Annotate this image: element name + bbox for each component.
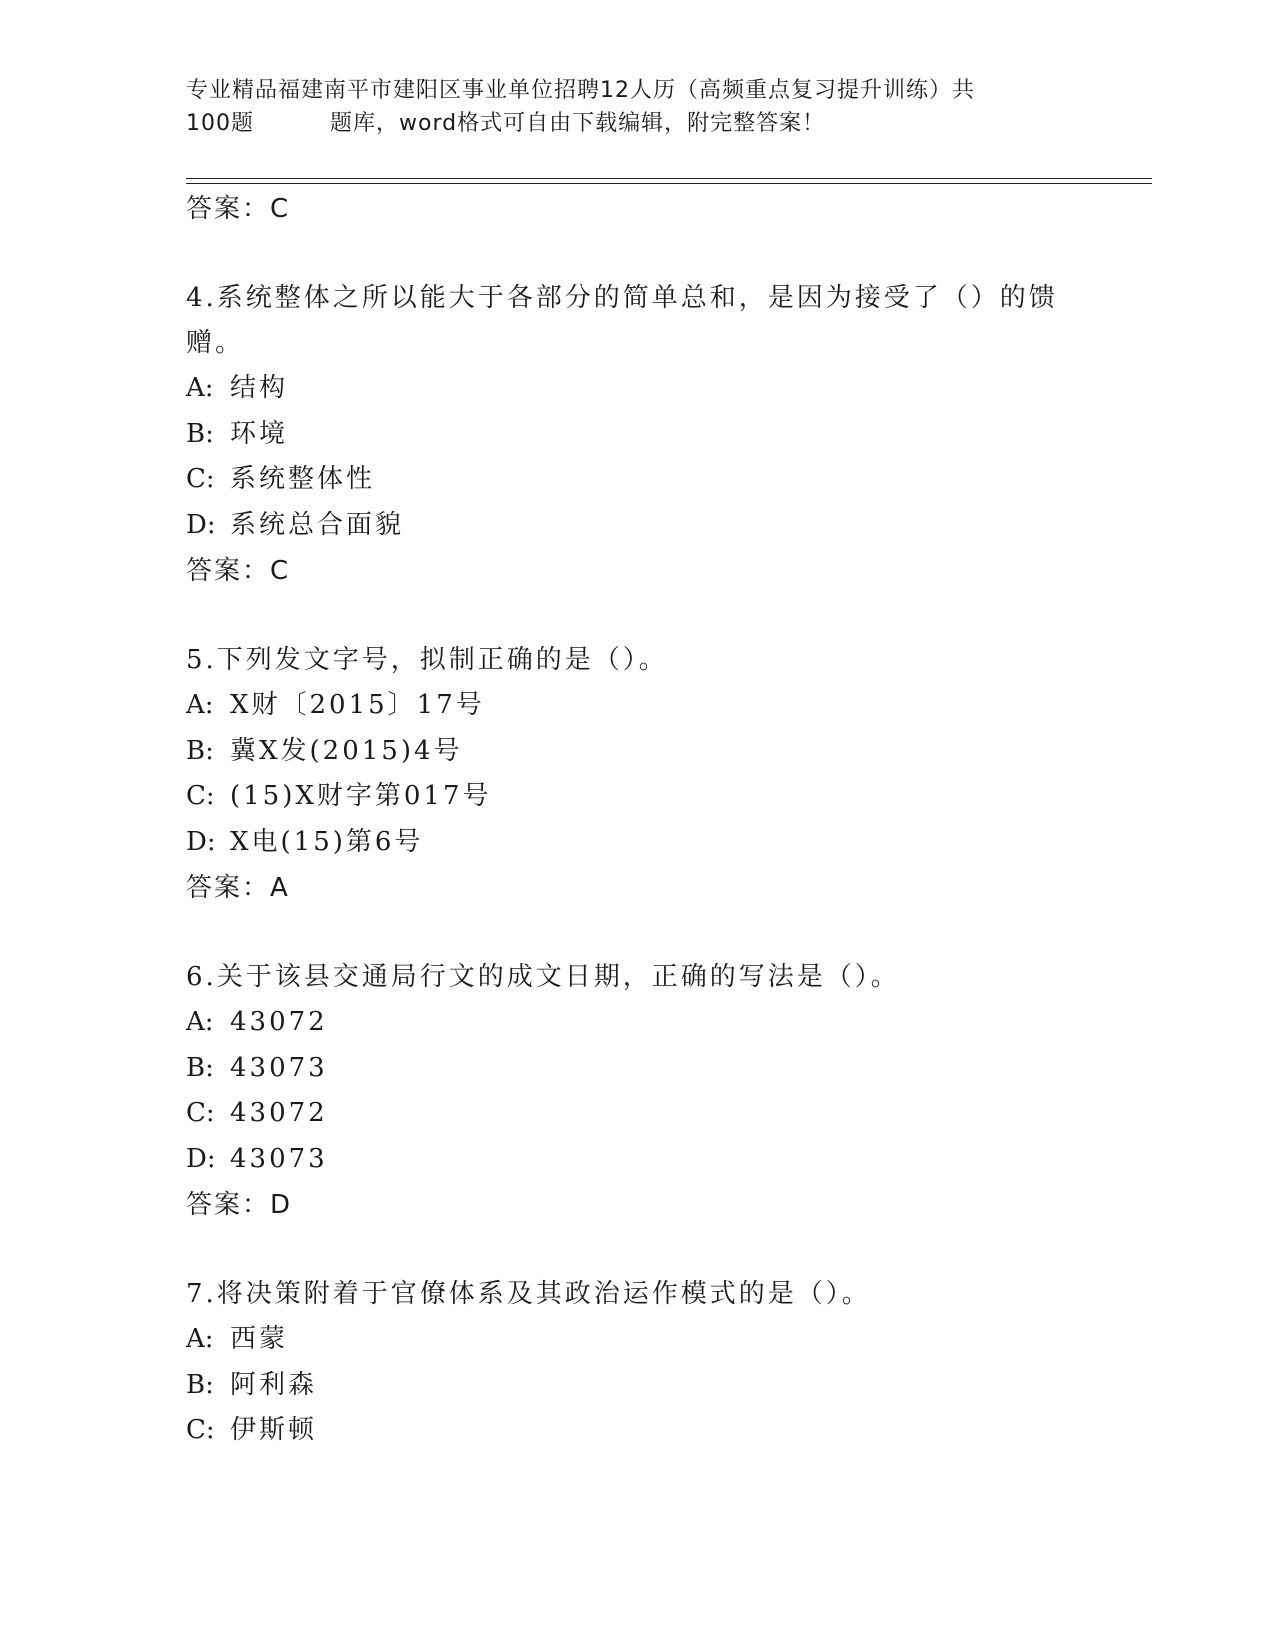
header-title-line2 [186, 107, 1086, 140]
answer-line: 答案：A [186, 873, 290, 903]
header-divider-bottom [186, 183, 1152, 184]
option-b: B: 43073 [186, 1052, 328, 1083]
header-title-line1: 专业精品福建南平市建阳区事业单位招聘12人历（高频重点复习提升训练）共 [186, 78, 975, 103]
document-header [186, 74, 1086, 140]
question-block [186, 638, 1086, 911]
option-a: A: 西蒙 [186, 1324, 289, 1354]
header-divider-top [186, 178, 1152, 179]
option-d: D: 43073 [186, 1143, 328, 1174]
option-c: C: 系统整体性 [186, 464, 376, 494]
option-a: A: X财〔2015〕17号 [186, 690, 485, 720]
header-description: 题库，word格式可自由下载编辑，附完整答案！ [330, 111, 826, 136]
option-d: D: 系统总合面貌 [186, 509, 405, 540]
question-stem: 6.关于该县交通局行文的成文日期，正确的写法是（）。 [186, 962, 900, 992]
header-question-count: 100题 [186, 111, 254, 136]
answer-line: 答案：C [186, 194, 291, 224]
option-a: A: 43072 [186, 1007, 328, 1037]
answer-line: 答案：C [186, 556, 291, 586]
question-block [186, 276, 1086, 594]
option-d: D: X电(15)第6号 [186, 826, 424, 857]
option-b: B: 阿利森 [186, 1369, 318, 1400]
option-c: C: 伊斯顿 [186, 1415, 318, 1445]
question-block [186, 1272, 1086, 1454]
question-block [186, 955, 1086, 1228]
question-stem: 4.系统整体之所以能大于各部分的简单总和，是因为接受了（）的馈赠。 [186, 283, 1058, 358]
question-stem: 7.将决策附着于官僚体系及其政治运作模式的是（）。 [186, 1279, 871, 1309]
option-a: A: 结构 [186, 373, 289, 403]
option-b: B: 环境 [186, 418, 289, 449]
option-c: C: (15)X财字第017号 [186, 781, 492, 811]
option-b: B: 冀X发(2015)4号 [186, 735, 463, 766]
question-stem: 5.下列发文字号，拟制正确的是（）。 [186, 645, 668, 675]
option-c: C: 43072 [186, 1098, 328, 1128]
answer-line: 答案：D [186, 1190, 293, 1220]
question-list [186, 186, 1086, 1454]
